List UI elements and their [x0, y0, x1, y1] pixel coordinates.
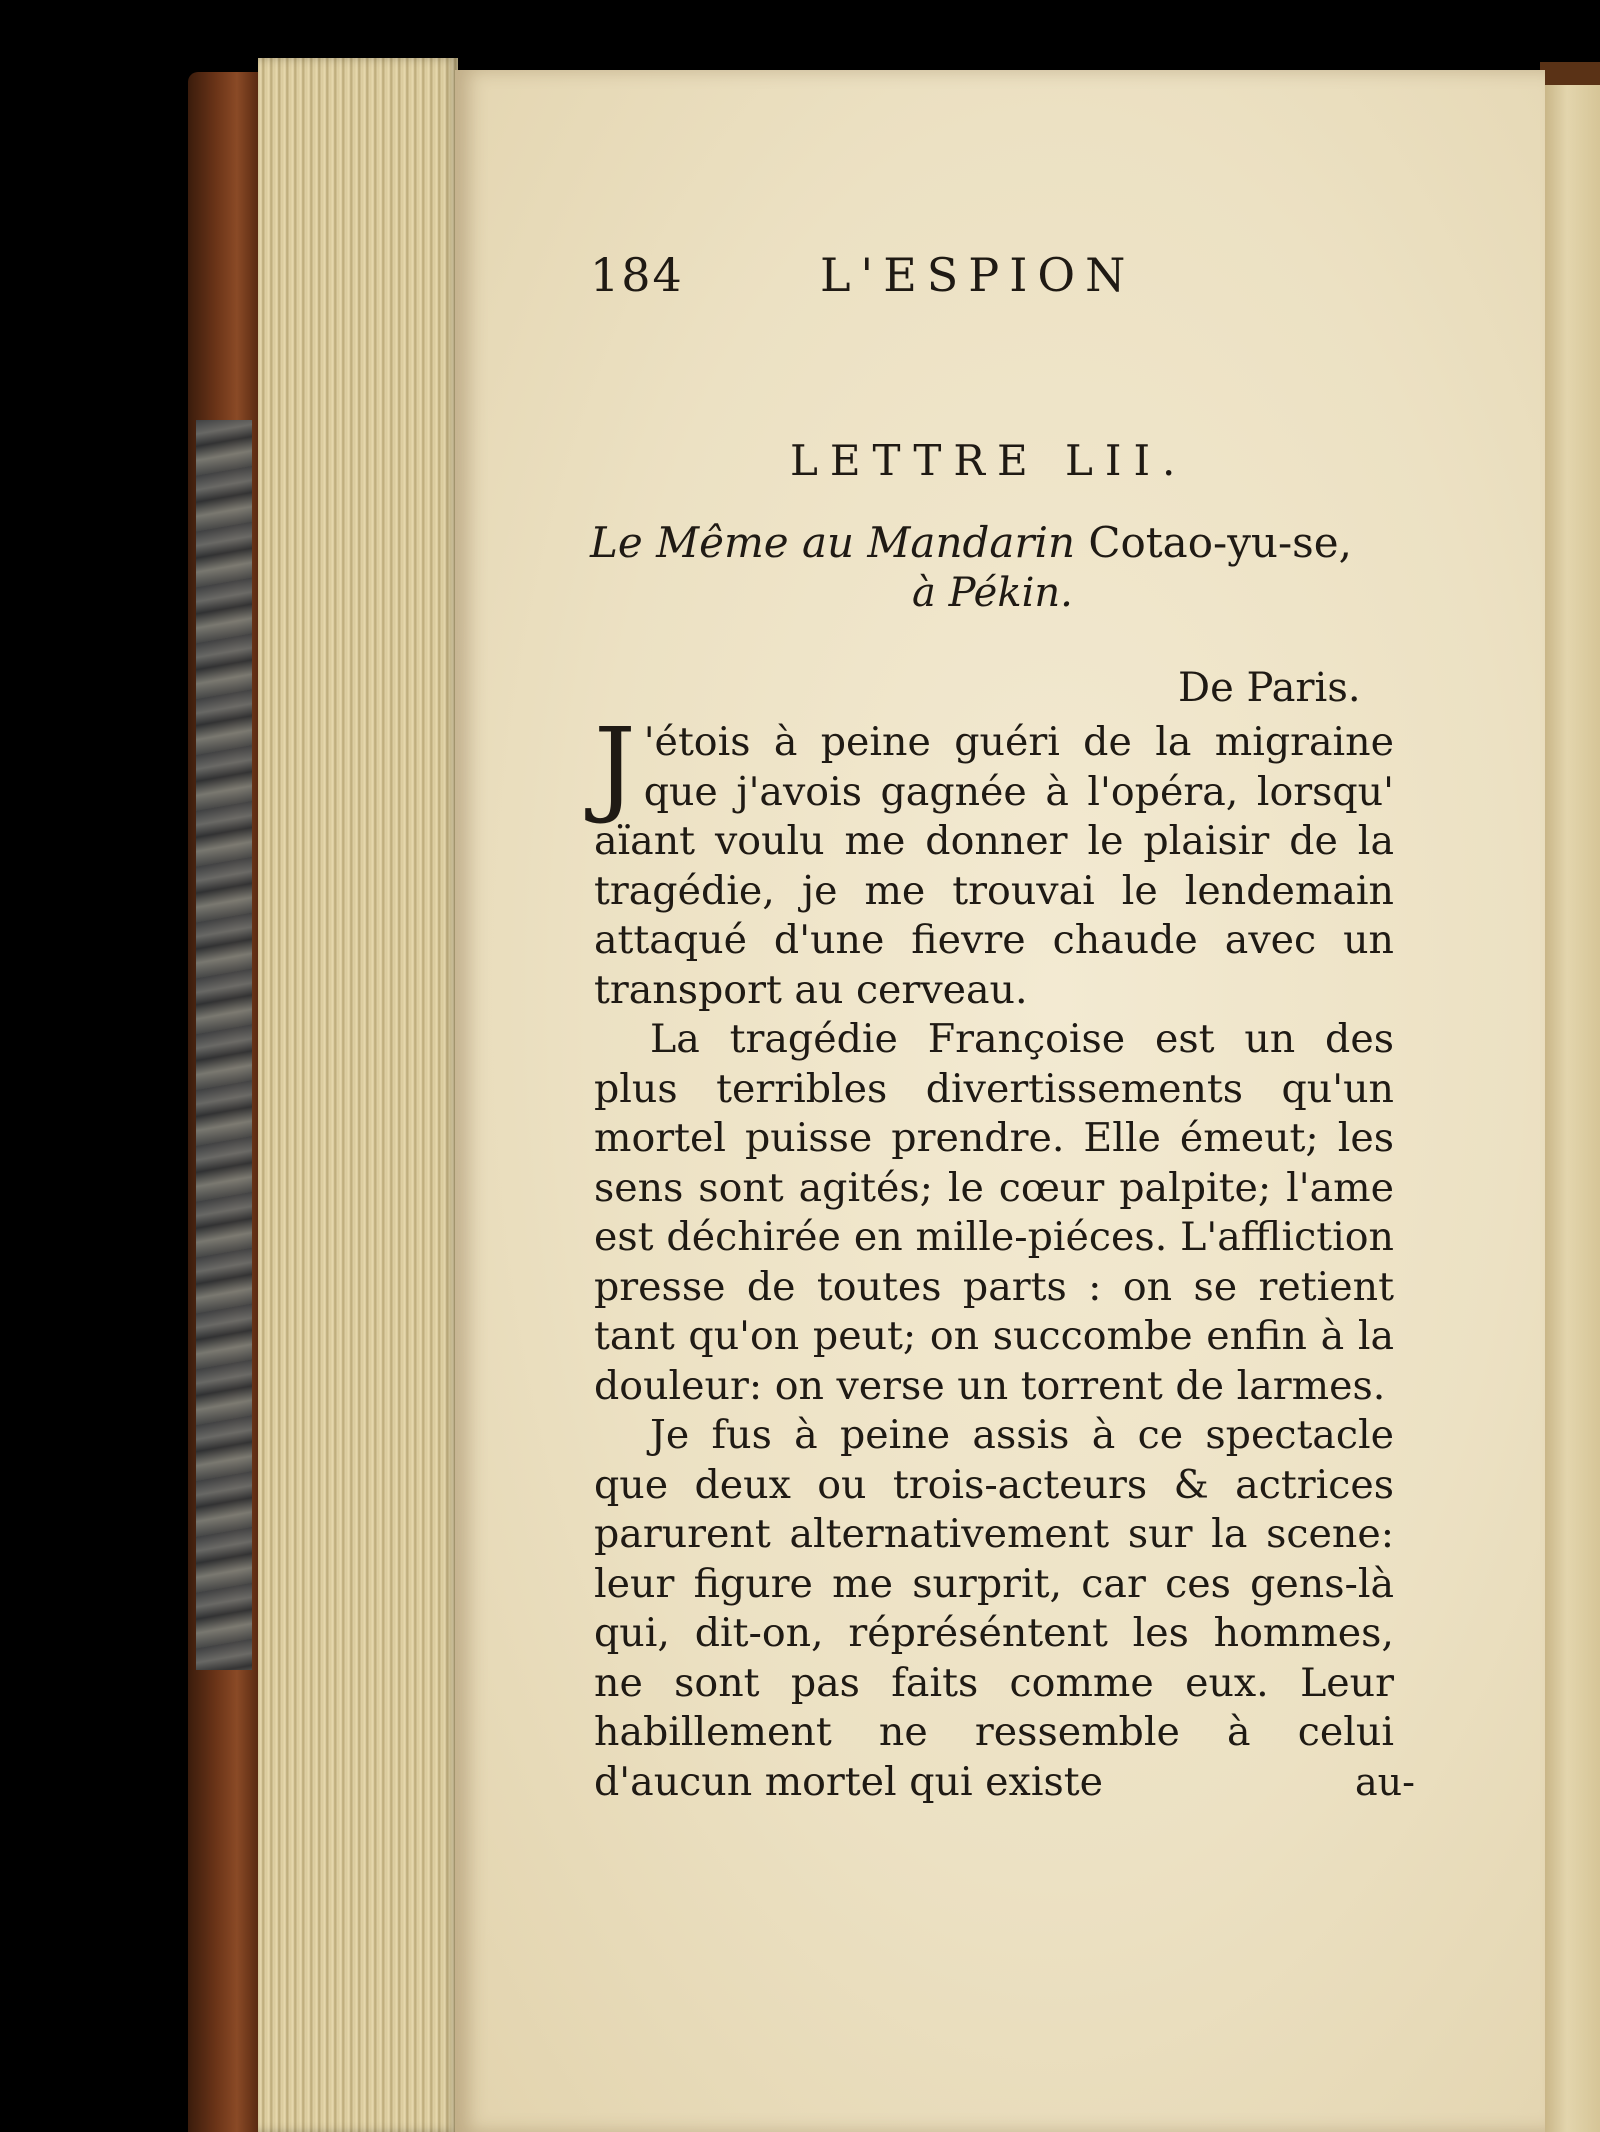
paragraph-1 [594, 705, 1394, 1015]
dateline: De Paris. [1178, 665, 1361, 711]
address-italic-part: Le Même au Mandarin [590, 518, 1076, 567]
paragraph-3: Je fus à peine assis à ce spectacle que deux ou trois-acteurs & actrices parurent alternativement sur la scene: leur figure me surprit, car ces gens-là qui, dit-on, répréséntent les hommes, ne sont pas faits comme eux. Leur habillement ne ressemble à celui d'aucun mortel qui existe [594, 1412, 1394, 1805]
letter-title: LETTRE LII. [790, 436, 1188, 485]
catchword: au- [1355, 1760, 1415, 1804]
page-number: 184 [590, 248, 684, 302]
facing-page-edge [1545, 85, 1600, 2132]
address-roman-part: Cotao-yu-se, [1088, 518, 1352, 567]
letter-body [594, 705, 1394, 1807]
page-block-edges [258, 58, 458, 2132]
marbled-endpaper [196, 420, 252, 1670]
letter-address-line-1 [590, 518, 1352, 567]
paragraph-2: La tragédie Françoise est un des plus terribles divertissements qu'un mortel puisse prendre. Elle émeut; les sens sont agités; le cœur palpite; l'ame est déchirée en mille-piéces. L'affliction presse de toutes parts : on se retient tant qu'on peut; on succombe enfin à la douleur: on verse un torrent de larmes. [594, 1016, 1394, 1409]
running-head: L'ESPION [820, 248, 1136, 302]
paragraph-1-text: 'étois à peine guéri de la migraine que j'avois gagnée à l'opéra, lorsqu' aïant voulu me donner le plaisir de la tragédie, je me trouvai le lendemain attaqué d'une fievre chaude avec un transport au cerveau. [594, 719, 1394, 1013]
drop-cap: J [594, 705, 636, 827]
letter-address-line-2: à Pékin. [912, 570, 1073, 616]
